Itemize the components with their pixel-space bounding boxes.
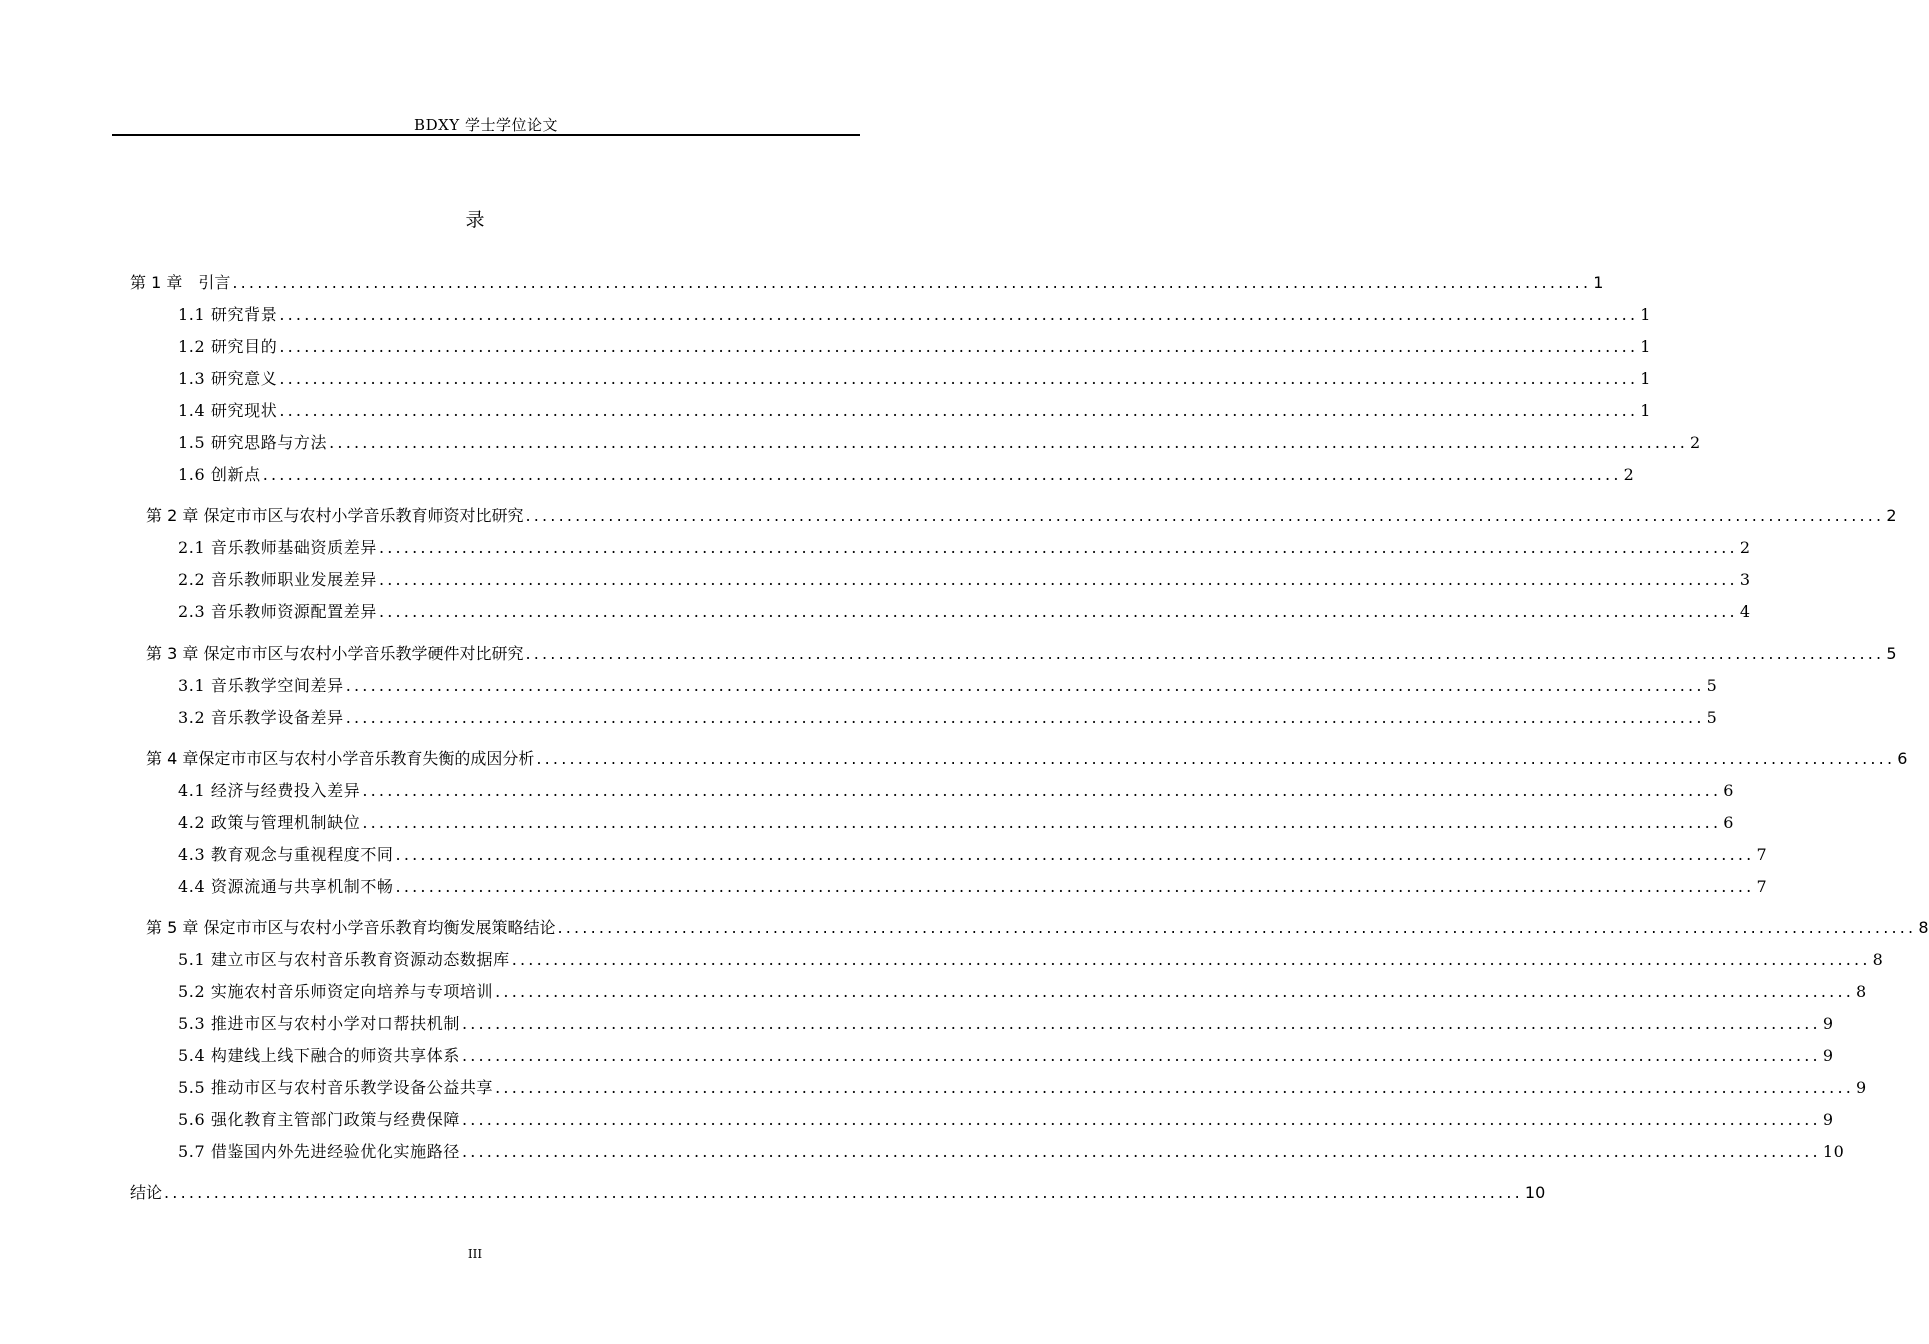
toc-label: 1.6 创新点 xyxy=(178,465,261,484)
toc-page: 3 xyxy=(1739,570,1751,589)
toc-page: 1 xyxy=(1640,369,1652,388)
toc-section-2-3[interactable] xyxy=(178,601,1751,623)
toc-label: 5.7 借鉴国内外先进经验优化实施路径 xyxy=(178,1142,460,1161)
toc-chapter-5[interactable] xyxy=(146,917,1929,939)
toc-section-5-7[interactable] xyxy=(178,1141,1845,1163)
toc-section-1-5[interactable] xyxy=(178,432,1701,454)
toc-leader: .................................................................................................................................................................... xyxy=(461,1014,1821,1033)
toc-label: 1.5 研究思路与方法 xyxy=(178,433,328,452)
toc-leader: .................................................................................................................................................................... xyxy=(362,813,1722,832)
toc-label: 3.1 音乐教学空间差异 xyxy=(178,676,344,695)
toc-section-4-3[interactable] xyxy=(178,844,1768,866)
toc-leader: .................................................................................................................................................................... xyxy=(461,1110,1821,1129)
toc-section-5-4[interactable] xyxy=(178,1045,1834,1067)
toc-section-5-3[interactable] xyxy=(178,1013,1834,1035)
toc-section-1-3[interactable] xyxy=(178,368,1652,390)
toc-label: 第 5 章 保定市市区与农村小学音乐教育均衡发展策略结论 xyxy=(146,918,556,937)
toc-leader: .................................................................................................................................................................... xyxy=(262,465,1622,484)
toc-page: 2 xyxy=(1886,506,1897,525)
toc-chapter-4[interactable] xyxy=(146,748,1908,770)
toc-chapter-2[interactable] xyxy=(146,505,1897,527)
toc-leader: .................................................................................................................................................................... xyxy=(461,1142,1821,1161)
toc-page: 7 xyxy=(1756,877,1768,896)
toc-leader: .................................................................................................................................................................... xyxy=(495,982,1855,1001)
toc-leader: .................................................................................................................................................................... xyxy=(279,305,1639,324)
toc-page: 6 xyxy=(1723,781,1735,800)
toc-page: 1 xyxy=(1593,273,1604,292)
toc-section-3-2[interactable] xyxy=(178,707,1718,729)
toc-label: 2.3 音乐教师资源配置差异 xyxy=(178,602,377,621)
toc-leader: .................................................................................................................................................................... xyxy=(164,1183,1523,1202)
toc-leader: .................................................................................................................................................................... xyxy=(378,570,1738,589)
toc-page: 10 xyxy=(1524,1183,1546,1202)
toc-page: 5 xyxy=(1886,644,1897,663)
toc-label: 4.4 资源流通与共享机制不畅 xyxy=(178,877,394,896)
toc-page: 5 xyxy=(1706,708,1718,727)
toc-section-2-1[interactable] xyxy=(178,537,1751,559)
toc-section-1-1[interactable] xyxy=(178,304,1652,326)
toc-page: 5 xyxy=(1706,676,1718,695)
toc-section-4-4[interactable] xyxy=(178,876,1768,898)
toc-leader: .................................................................................................................................................................... xyxy=(395,845,1755,864)
toc-label: 5.4 构建线上线下融合的师资共享体系 xyxy=(178,1046,460,1065)
toc-page: 1 xyxy=(1640,401,1652,420)
toc-section-1-4[interactable] xyxy=(178,400,1652,422)
toc-leader: .................................................................................................................................................................... xyxy=(279,369,1639,388)
toc-label: 5.2 实施农村音乐师资定向培养与专项培训 xyxy=(178,982,494,1001)
toc-label: 1.4 研究现状 xyxy=(178,401,278,420)
toc-page: 6 xyxy=(1897,749,1908,768)
toc-page: 2 xyxy=(1623,465,1635,484)
toc-leader: .................................................................................................................................................................... xyxy=(378,538,1738,557)
toc-label: 5.6 强化教育主管部门政策与经费保障 xyxy=(178,1110,460,1129)
toc-title: 录 xyxy=(465,209,485,231)
toc-label: 第 2 章 保定市市区与农村小学音乐教育师资对比研究 xyxy=(146,506,524,525)
toc-leader: .................................................................................................................................................................... xyxy=(362,781,1722,800)
toc-section-2-2[interactable] xyxy=(178,569,1751,591)
toc-section-3-1[interactable] xyxy=(178,675,1718,697)
toc-leader: .................................................................................................................................................................... xyxy=(511,950,1871,969)
toc-leader: .................................................................................................................................................................... xyxy=(525,506,1885,525)
toc-page: 8 xyxy=(1918,918,1929,937)
page-header: BDXY 学士学位论文 xyxy=(414,116,558,134)
toc-section-4-2[interactable] xyxy=(178,812,1735,834)
toc-chapter-1[interactable] xyxy=(130,272,1604,294)
toc-page: 10 xyxy=(1822,1142,1845,1161)
page-number: III xyxy=(467,1247,483,1261)
toc-page: 9 xyxy=(1856,1078,1867,1097)
toc-page: 9 xyxy=(1822,1046,1834,1065)
toc-leader: .................................................................................................................................................................... xyxy=(495,1078,1855,1097)
toc-page: 2 xyxy=(1739,538,1751,557)
toc-label: 5.5 推动市区与农村音乐教学设备公益共享 xyxy=(178,1078,494,1097)
toc-leader: .................................................................................................................................................................... xyxy=(395,877,1755,896)
toc-label: 1.1 研究背景 xyxy=(178,305,278,324)
toc-page: 8 xyxy=(1856,982,1867,1001)
toc-label: 4.3 教育观念与重视程度不同 xyxy=(178,845,394,864)
toc-label: 4.1 经济与经费投入差异 xyxy=(178,781,361,800)
toc-label: 3.2 音乐教学设备差异 xyxy=(178,708,344,727)
toc-leader: .................................................................................................................................................................... xyxy=(378,602,1738,621)
toc-label: 第 1 章 引言 xyxy=(130,273,231,292)
toc-leader: .................................................................................................................................................................... xyxy=(536,749,1896,768)
toc-label: 2.1 音乐教师基础资质差异 xyxy=(178,538,377,557)
toc-leader: .................................................................................................................................................................... xyxy=(461,1046,1821,1065)
toc-page: 9 xyxy=(1822,1110,1834,1129)
toc-leader: .................................................................................................................................................................... xyxy=(329,433,1689,452)
toc-leader: .................................................................................................................................................................... xyxy=(279,401,1639,420)
toc-leader: .................................................................................................................................................................... xyxy=(557,918,1917,937)
toc-label: 4.2 政策与管理机制缺位 xyxy=(178,813,361,832)
toc-section-1-2[interactable] xyxy=(178,336,1652,358)
toc-section-5-2[interactable] xyxy=(178,981,1867,1003)
toc-label: 2.2 音乐教师职业发展差异 xyxy=(178,570,377,589)
toc-label: 1.3 研究意义 xyxy=(178,369,278,388)
toc-leader: .................................................................................................................................................................... xyxy=(279,337,1639,356)
toc-leader: .................................................................................................................................................................... xyxy=(345,708,1705,727)
toc-leader: .................................................................................................................................................................... xyxy=(345,676,1705,695)
toc-page: 2 xyxy=(1690,433,1701,452)
toc-section-5-5[interactable] xyxy=(178,1077,1867,1099)
toc-page: 8 xyxy=(1872,950,1884,969)
toc-section-5-1[interactable] xyxy=(178,949,1884,971)
toc-page: 7 xyxy=(1756,845,1768,864)
toc-section-5-6[interactable] xyxy=(178,1109,1834,1131)
toc-label: 结论 xyxy=(130,1183,163,1202)
toc-label: 5.3 推进市区与农村小学对口帮扶机制 xyxy=(178,1014,460,1033)
toc-page: 1 xyxy=(1640,305,1652,324)
toc-page: 6 xyxy=(1723,813,1735,832)
toc-chapter-3[interactable] xyxy=(146,643,1897,665)
toc-label: 5.1 建立市区与农村音乐教育资源动态数据库 xyxy=(178,950,510,969)
toc-page: 9 xyxy=(1822,1014,1834,1033)
toc-section-4-1[interactable] xyxy=(178,780,1735,802)
toc-conclusion[interactable] xyxy=(130,1182,1546,1204)
header-rule xyxy=(112,134,860,136)
toc-leader: .................................................................................................................................................................... xyxy=(525,644,1885,663)
toc-page: 4 xyxy=(1739,602,1751,621)
toc-page: 1 xyxy=(1640,337,1652,356)
toc-label: 1.2 研究目的 xyxy=(178,337,278,356)
toc-section-1-6[interactable] xyxy=(178,464,1635,486)
toc-label: 第 4 章保定市市区与农村小学音乐教育失衡的成因分析 xyxy=(146,749,535,768)
toc-leader: .................................................................................................................................................................... xyxy=(232,273,1592,292)
toc-label: 第 3 章 保定市市区与农村小学音乐教学硬件对比研究 xyxy=(146,644,524,663)
